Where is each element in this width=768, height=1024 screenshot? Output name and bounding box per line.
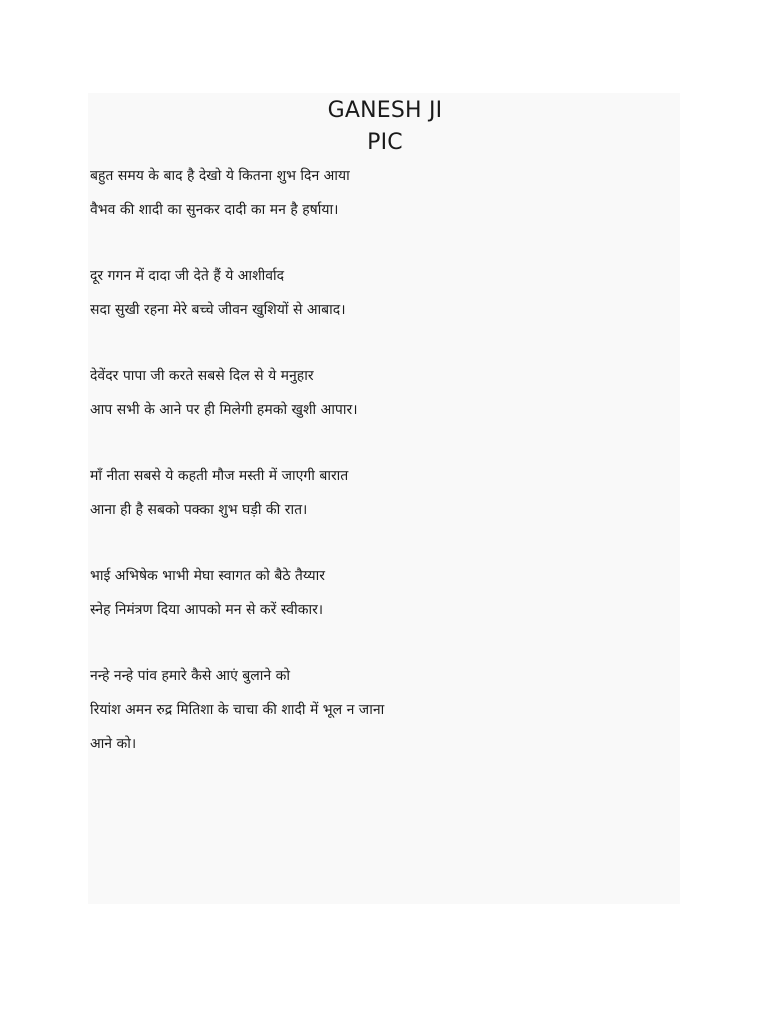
poem-line: वैभव की शादी का सुनकर दादी का मन है हर्षाया। [90, 202, 339, 218]
poem-line: भाई अभिषेक भाभी मेघा स्वागत को बैठे तैय्यार [90, 568, 325, 584]
poem-line: आना ही है सबको पक्का शुभ घड़ी की रात। [90, 502, 308, 518]
poem [90, 159, 680, 761]
document-title [90, 95, 680, 159]
poem-line: सदा सुखी रहना मेरे बच्चे जीवन खुशियों से आबाद। [90, 302, 346, 318]
stanza-3 [90, 359, 680, 427]
stanza-6 [90, 659, 680, 761]
poem-line: दूर गगन में दादा जी देते हैं ये आशीर्वाद [90, 268, 285, 284]
poem-line: नन्हे नन्हे पांव हमारे कैसे आएं बुलाने को [90, 668, 290, 684]
document-page [88, 93, 680, 904]
poem-line: बहुत समय के बाद है देखो ये कितना शुभ दिन आया [90, 168, 350, 184]
stanza-1 [90, 159, 680, 227]
poem-line: रियांश अमन रुद्र मितिशा के चाचा की शादी में भूल न जाना [90, 702, 385, 718]
title-line-2: PIC [367, 130, 403, 155]
poem-line: स्नेह निमंत्रण दिया आपको मन से करें स्वीकार। [90, 602, 324, 618]
poem-line: आप सभी के आने पर ही मिलेगी हमको खुशी आपार। [90, 402, 358, 418]
title-line-1: GANESH JI [327, 98, 443, 123]
poem-line: देवेंदर पापा जी करते सबसे दिल से ये मनुहार [90, 368, 314, 384]
poem-line: माँ नीता सबसे ये कहती मौज मस्ती में जाएगी बारात [90, 468, 349, 484]
stanza-5 [90, 559, 680, 627]
stanza-4 [90, 459, 680, 527]
poem-line: आने को। [90, 736, 137, 752]
stanza-2 [90, 259, 680, 327]
